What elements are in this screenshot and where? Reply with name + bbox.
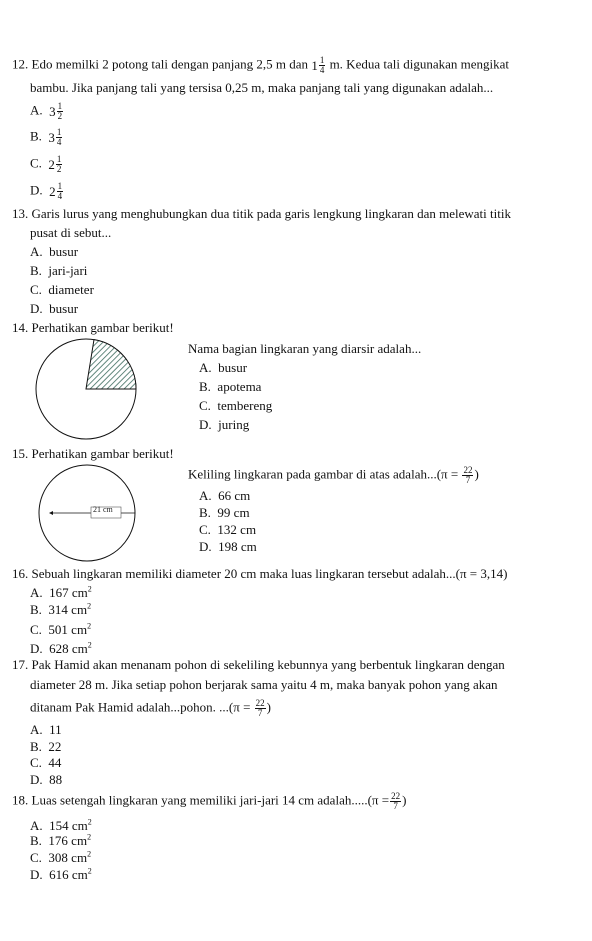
mixed-whole: 1 bbox=[311, 57, 318, 73]
q17-option-b: B. 22 bbox=[30, 739, 62, 754]
q18-stem: 18. Luas setengah lingkaran yang memiliki jari-jari 14 cm adalah.....(π = $\frac{22}{7}$ ) bbox=[12, 791, 407, 811]
q12-text: Edo memilki 2 potong tali dengan panjang 2,5 m dan bbox=[31, 56, 312, 72]
q15-option-d: D. 198 cm bbox=[199, 539, 257, 554]
q15-option-b: B. 99 cm bbox=[199, 505, 250, 520]
q17-line1: 17. Pak Hamid akan menanam pohon di sekeliling kebunnya yang berbentuk lingkaran dengan bbox=[12, 657, 505, 672]
q12-option-c: C. 2 $\frac{1}{2}$ bbox=[30, 154, 62, 174]
q12-option-d: D. 2 $\frac{1}{4}$ bbox=[30, 181, 63, 201]
q15-option-c: C. 132 cm bbox=[199, 522, 257, 537]
q18-option-c: C. 308 $cm^2$ bbox=[30, 849, 92, 865]
q13-option-c: C. diameter bbox=[30, 282, 94, 297]
q17-option-a: A. 11 bbox=[30, 722, 62, 737]
q15-option-a: A. 66 cm bbox=[199, 488, 251, 503]
q18-option-b: B. 176 $cm^2$ bbox=[30, 832, 92, 848]
q17-line2: diameter 28 m. Jika setiap pohon berjarak sama yaitu 4 m, maka banyak pohon yang akan bbox=[30, 677, 498, 692]
q14-option-d: D. juring bbox=[199, 417, 250, 432]
question-number: 12. bbox=[12, 56, 29, 72]
q12-option-a: A. 3 $\frac{1}{2}$ bbox=[30, 101, 63, 121]
q16-option-a: A. 167 $cm^2$ bbox=[30, 584, 92, 600]
q16-stem: 16. Sebuah lingkaran memiliki diameter 20 cm maka luas lingkaran tersebut adalah...(π = 3,14) bbox=[12, 566, 508, 581]
q16-option-c: C. 501 $cm^2$ bbox=[30, 621, 92, 637]
sector-figure bbox=[34, 337, 140, 441]
q15-stem: 15. Perhatikan gambar berikut! bbox=[12, 446, 174, 461]
q13-line1: 13. Garis lurus yang menghubungkan dua titik pada garis lengkung lingkaran dan melewati titik bbox=[12, 206, 511, 221]
q13-line2: pusat di sebut... bbox=[30, 225, 112, 240]
q13-option-b: B. jari-jari bbox=[30, 263, 88, 278]
q17-option-c: C. 44 bbox=[30, 755, 62, 770]
fraction: $\frac{1}{4}$ bbox=[319, 55, 325, 75]
q14-option-a: A. busur bbox=[199, 360, 248, 375]
q14-option-b: B. apotema bbox=[199, 379, 262, 394]
q18-option-d: D. 616 $cm^2$ bbox=[30, 866, 92, 882]
q12-line2: bambu. Jika panjang tali yang tersisa 0,25 m, maka panjang tali yang digunakan adalah... bbox=[30, 80, 494, 95]
q13-option-d: D. busur bbox=[30, 301, 79, 316]
q17-line3: ditanam Pak Hamid adalah...pohon. ...(π = $\frac{22}{7}$ ) bbox=[30, 698, 271, 718]
q16-option-b: B. 314 $cm^2$ bbox=[30, 601, 92, 617]
shaded-sector bbox=[86, 340, 136, 389]
q12-option-b: B. 3 $\frac{1}{4}$ bbox=[30, 127, 62, 147]
q18-option-a: A. 154 $cm^2$ bbox=[30, 817, 92, 833]
q15-question: Keliling lingkaran pada gambar di atas adalah...(π = $\frac{22}{7}$ ) bbox=[188, 465, 479, 485]
q14-stem: 14. Perhatikan gambar berikut! bbox=[12, 320, 174, 335]
q13-option-a: A. busur bbox=[30, 244, 79, 259]
q16-option-d: D. 628 $cm^2$ bbox=[30, 640, 92, 656]
q14-question: Nama bagian lingkaran yang diarsir adalah... bbox=[188, 341, 422, 356]
q12-text: m. Kedua tali digunakan mengikat bbox=[326, 56, 509, 72]
radius-label: 21 cm bbox=[93, 505, 113, 514]
circle-figure bbox=[37, 463, 137, 563]
q12-line1 bbox=[12, 56, 509, 75]
q14-option-c: C. tembereng bbox=[199, 398, 273, 413]
q17-option-d: D. 88 bbox=[30, 772, 63, 787]
